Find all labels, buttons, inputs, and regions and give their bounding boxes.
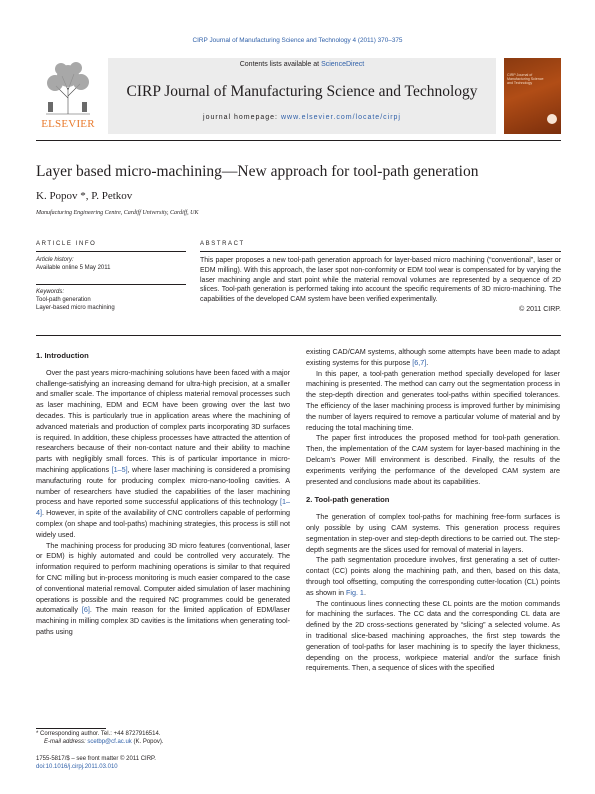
email-suffix: (K. Popov). (131, 738, 164, 745)
masthead-divider (36, 140, 561, 141)
history-rule (36, 284, 186, 285)
abstract-rule (200, 251, 561, 252)
history-label: Article history: (36, 257, 74, 263)
email-label: E-mail address: (44, 738, 88, 745)
abstract-bottom-rule (36, 335, 561, 336)
abstract-text (200, 256, 561, 315)
cirp-logo-icon (547, 114, 557, 124)
reference-link[interactable]: [1–5] (111, 464, 128, 474)
abstract-heading: ABSTRACT (200, 241, 245, 247)
article-info-rule (36, 251, 186, 252)
elsevier-tree-icon (36, 58, 100, 116)
email-line (36, 739, 290, 747)
journal-homepage (108, 114, 496, 121)
paragraph: existing CAD/CAM systems, although some attempts have been made to adapt existing systems for this purpose [6,7]. (306, 347, 560, 367)
reference-link[interactable]: [1–4] (36, 497, 290, 518)
abstract-copyright: © 2011 CIRP. (519, 305, 561, 313)
article-title: Layer based micro-machining—New approach for tool-path generation (36, 163, 479, 180)
contents-line (108, 61, 496, 68)
journal-title: CIRP Journal of Manufacturing Science and Technology (126, 83, 478, 100)
reference-link[interactable]: [6] (81, 605, 90, 615)
issn-line: 1755-5817/$ – see front matter © 2011 CIRP. (36, 756, 156, 762)
paragraph: Over the past years micro-machining solutions have been faced with a major challenge-satisfying an increasing demand for ultra-high precision, at a smaller and smaller scale. The importance of chipless material removal processes such as laser machining, EDM and ECM have been growing over the last two decades. This is particularly true in application areas where the machining of advanced materials and production of complex parts incorporating 3D surfaces is required. In addition, these chipless processes have attracted the attention of researchers because of their non-contact nature and their ability to machine parts with negligibly small forces. This is of particular importance in micro-machining applications [1–5], where laser machining is considered a promising manufacturing route for producing complex micro-nano-tooling cavities. A number of researchers have studied the capabilities of the laser machining process and have reported some successful applications of this technology [1–4]. However, in spite of the availability of CNC controllers capable of performing complex (on shape and tool-paths) machining strategies, this process is still not widely used. (36, 367, 290, 539)
reference-link[interactable]: [6,7] (412, 357, 427, 367)
masthead-banner (108, 58, 496, 134)
article-history (36, 256, 186, 272)
article-info-heading: ARTICLE INFO (36, 241, 97, 247)
abstract-body: This paper proposes a new tool-path generation approach for layer-based micro machining (“conventional”, laser or EDM milling). With this approach, the laser spot non-conformity or EDM tool wear is compensated for by varying the laser machining angle and start point while the material removal volumes are represented by a sequence of 2D slices. Tool-path generation is performed taking into account the specific requirements of 3D micro-machining. The capabilities of the developed CAM system have been verified experimentally. (200, 257, 561, 304)
affiliation: Manufacturing Engineering Centre, Cardiff University, Cardiff, UK (36, 210, 199, 216)
paragraph: The machining process for producing 3D micro features (conventional, laser or EDM) is highly automated and could be controlled very accurately. The information required to perform machining operations is similar to that required for CNC milling but in-process monitoring is much easier compared to the case of conventional material removal. Computer aided simulation of laser machining operations is possible and the required NC programmes could be generated automatically [6]. The main reason for the limited application of EDM/laser machining in milling complex 3D cavities is the limitations when generating tool-paths using (36, 540, 290, 636)
paragraph: The paper first introduces the proposed method for tool-path generation. Then, the implementation of the CAM system for layer-based machining in the Delcam’s Power Mill environment is described. Finally, the results of the experiments verifying the performance of the developed CAM system are presented and conclusions made about its capabilities. (306, 433, 560, 486)
history-value: Available online 5 May 2011 (36, 265, 111, 271)
paragraph: The generation of complex tool-paths for machining free-form surfaces is only possible by using CAM systems. This generation process requires segmentation in step-over and step-depth directions to be carried out. The step-depth segments are the slices used for removal of material in layers. (306, 512, 560, 554)
elsevier-logo (36, 58, 100, 128)
keyword-item: Tool-path generation (36, 297, 91, 303)
keywords-block (36, 288, 186, 312)
footnote (36, 731, 290, 746)
journal-cover-image (504, 58, 561, 134)
section-heading-introduction: 1. Introduction (36, 351, 89, 360)
footnote-rule (36, 728, 106, 729)
cover-text: CIRP Journal of Manufacturing Science and Technology (507, 73, 544, 86)
contents-prefix: Contents lists available at (239, 61, 322, 68)
figure-link[interactable]: Fig. 1 (345, 587, 364, 597)
authors: K. Popov *, P. Petkov (36, 190, 133, 202)
publication-info (36, 756, 290, 771)
left-column (36, 351, 290, 638)
homepage-prefix: journal homepage: (203, 114, 281, 121)
journal-reference[interactable]: CIRP Journal of Manufacturing Science and Technology 4 (2011) 370–375 (192, 37, 403, 44)
paragraph: The path segmentation procedure involves, first generating a set of cutter-contact (CC) points along the machining path, and then, based on this data, through tool offsetting, computing the corresponding cutter-location (CL) points as shown in Fig. 1. (306, 555, 560, 597)
keyword-item: Layer-based micro machining (36, 305, 115, 311)
email-link[interactable]: scetbp@cf.ac.uk (87, 738, 132, 745)
paragraph: In this paper, a tool-path generation method specially developed for laser machining is presented. The method can carry out the segmentation process in the step-depth direction and generates tool-paths within specified tolerances. The efficiency of the laser machining process is improved further by minimising the number of layers required to remove a particular volume of material and by reducing the total machining time. (306, 368, 560, 432)
keywords-label: Keywords: (36, 289, 65, 295)
masthead (36, 58, 561, 136)
right-column (306, 347, 560, 674)
sciencedirect-link[interactable]: ScienceDirect (321, 61, 365, 68)
doi-link[interactable]: doi:10.1016/j.cirpj.2011.03.010 (36, 763, 118, 770)
homepage-link[interactable]: www.elsevier.com/locate/cirpj (280, 114, 401, 121)
section-heading-tool-path: 2. Tool-path generation (306, 495, 390, 505)
publisher-name: ELSEVIER (41, 118, 95, 130)
corresponding-author: * Corresponding author. Tel.: +44 8727916514. (36, 731, 161, 737)
paragraph: The continuous lines connecting these CL points are the motion commands for machining the surfaces. The CC data and the corresponding CL data are defined by the 2D cross-sections generated by “slicing” a selected volume. As in traditional slice-based machining approaches, the first step towards the generation of tool-paths for laser machining is to specify the layer thickness, depending on the process, workpiece material and/or the surface finish requirements. Then, a sequence of slices with the specified (306, 598, 560, 673)
